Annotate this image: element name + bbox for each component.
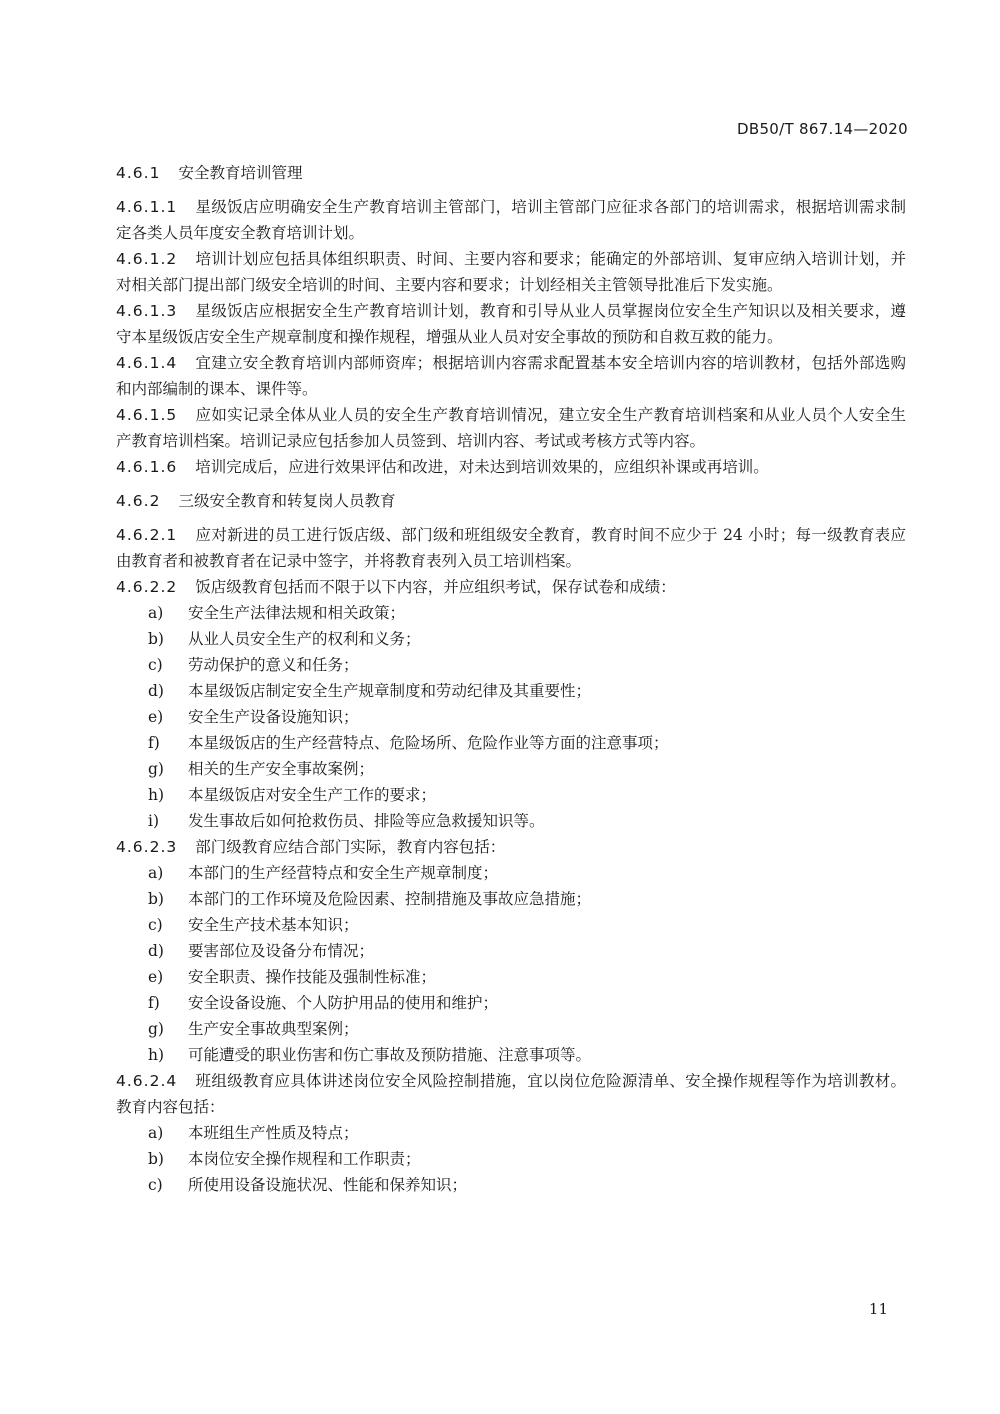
clause xyxy=(116,402,906,454)
list-marker: c) xyxy=(148,1176,163,1194)
list-text: 发生事故后如何抢救伤员、排险等应急救援知识等。 xyxy=(188,812,545,830)
clause-text: 宜建立安全教育培训内部师资库；根据培训内容需求配置基本安全培训内容的培训教材，包括外部选购和内部编制的课本、课件等。 xyxy=(116,354,906,398)
clause-text: 应如实记录全体从业人员的安全生产教育培训情况，建立安全生产教育培训档案和从业人员个人安全生产教育培训档案。培训记录应包括参加人员签到、培训内容、考试或考核方式等内容。 xyxy=(116,406,906,450)
clause-number: 4.6.1.6 xyxy=(116,458,178,476)
list-marker: a) xyxy=(148,864,164,882)
clause xyxy=(116,246,906,298)
list-item xyxy=(116,600,906,626)
clause xyxy=(116,454,906,480)
list-item xyxy=(116,938,906,964)
clause-text: 星级饭店应明确安全生产教育培训主管部门，培训主管部门应征求各部门的培训需求，根据培训需求制定各类人员年度安全教育培训计划。 xyxy=(116,198,906,242)
list-text: 从业人员安全生产的权利和义务； xyxy=(188,630,421,648)
clause xyxy=(116,522,906,574)
clause-number: 4.6.1.2 xyxy=(116,250,178,268)
list-text: 要害部位及设备分布情况； xyxy=(188,942,375,960)
section-title: 安全教育培训管理 xyxy=(178,164,303,182)
list-item xyxy=(116,756,906,782)
list-item xyxy=(116,1172,906,1198)
page-content xyxy=(116,160,906,1198)
section-number: 4.6.1 xyxy=(116,164,161,182)
clause-number: 4.6.1.1 xyxy=(116,198,178,216)
list-text: 所使用设备设施状况、性能和保养知识； xyxy=(188,1176,468,1194)
clause-list xyxy=(116,600,906,834)
list-item xyxy=(116,1016,906,1042)
clause-text: 培训完成后，应进行效果评估和改进，对未达到培训效果的，应组织补课或再培训。 xyxy=(195,458,769,476)
section-heading xyxy=(116,488,906,514)
clause xyxy=(116,350,906,402)
list-item xyxy=(116,990,906,1016)
clause-number: 4.6.2.3 xyxy=(116,838,178,856)
spacer xyxy=(116,480,906,488)
clause-list xyxy=(116,860,906,1068)
list-item xyxy=(116,912,906,938)
section-title: 三级安全教育和转复岗人员教育 xyxy=(178,492,396,510)
page-number: 11 xyxy=(868,1300,888,1318)
list-item xyxy=(116,860,906,886)
clause-number: 4.6.2.2 xyxy=(116,578,178,596)
list-marker: e) xyxy=(148,708,164,726)
clause-text: 星级饭店应根据安全生产教育培训计划，教育和引导从业人员掌握岗位安全生产知识以及相关要求，遵守本星级饭店安全生产规章制度和操作规程，增强从业人员对安全事故的预防和自救互救的能力。 xyxy=(116,302,906,346)
list-text: 本班组生产性质及特点； xyxy=(188,1124,359,1142)
list-item xyxy=(116,964,906,990)
clause-text: 培训计划应包括具体组织职责、时间、主要内容和要求；能确定的外部培训、复审应纳入培训计划，并对相关部门提出部门级安全培训的时间、主要内容和要求；计划经相关主管领导批准后下发实施。 xyxy=(116,250,906,294)
list-text: 安全生产法律法规和相关政策； xyxy=(188,604,406,622)
list-marker: a) xyxy=(148,1124,164,1142)
list-item xyxy=(116,626,906,652)
list-marker: g) xyxy=(148,1020,164,1038)
list-marker: h) xyxy=(148,1046,165,1064)
list-text: 本部门的工作环境及危险因素、控制措施及事故应急措施； xyxy=(188,890,592,908)
section-number: 4.6.2 xyxy=(116,492,161,510)
list-marker: i) xyxy=(148,812,160,830)
list-marker: d) xyxy=(148,942,164,960)
list-text: 本岗位安全操作规程和工作职责； xyxy=(188,1150,421,1168)
list-marker: a) xyxy=(148,604,164,622)
list-item xyxy=(116,886,906,912)
list-text: 安全职责、操作技能及强制性标准； xyxy=(188,968,437,986)
list-marker: h) xyxy=(148,786,165,804)
clause-number: 4.6.2.1 xyxy=(116,526,178,544)
list-text: 可能遭受的职业伤害和伤亡事故及预防措施、注意事项等。 xyxy=(188,1046,592,1064)
list-item xyxy=(116,730,906,756)
clause-number: 4.6.1.5 xyxy=(116,406,178,424)
list-marker: b) xyxy=(148,630,164,648)
list-text: 本星级饭店的生产经营特点、危险场所、危险作业等方面的注意事项； xyxy=(188,734,669,752)
list-item xyxy=(116,782,906,808)
list-text: 本星级饭店制定安全生产规章制度和劳动纪律及其重要性； xyxy=(188,682,592,700)
list-marker: b) xyxy=(148,1150,164,1168)
list-item xyxy=(116,808,906,834)
list-text: 相关的生产安全事故案例； xyxy=(188,760,375,778)
list-item xyxy=(116,1042,906,1068)
list-marker: b) xyxy=(148,890,164,908)
section-heading xyxy=(116,160,906,186)
list-marker: c) xyxy=(148,656,163,674)
document-code: DB50/T 867.14—2020 xyxy=(737,120,908,138)
clause xyxy=(116,194,906,246)
clause xyxy=(116,298,906,350)
list-marker: f) xyxy=(148,994,160,1012)
clause-text: 饭店级教育包括而不限于以下内容，并应组织考试，保存试卷和成绩： xyxy=(195,578,676,596)
list-text: 本星级饭店对安全生产工作的要求； xyxy=(188,786,437,804)
list-item xyxy=(116,704,906,730)
list-text: 安全生产技术基本知识； xyxy=(188,916,359,934)
clause xyxy=(116,1068,906,1120)
list-text: 本部门的生产经营特点和安全生产规章制度； xyxy=(188,864,499,882)
list-marker: d) xyxy=(148,682,164,700)
clause-text: 部门级教育应结合部门实际，教育内容包括： xyxy=(195,838,506,856)
clause-list xyxy=(116,1120,906,1198)
list-item xyxy=(116,678,906,704)
clause-number: 4.6.2.4 xyxy=(116,1072,178,1090)
list-text: 安全设备设施、个人防护用品的使用和维护； xyxy=(188,994,499,1012)
list-text: 生产安全事故典型案例； xyxy=(188,1020,359,1038)
clause-number: 4.6.1.4 xyxy=(116,354,178,372)
list-marker: c) xyxy=(148,916,163,934)
list-text: 安全生产设备设施知识； xyxy=(188,708,359,726)
list-marker: g) xyxy=(148,760,164,778)
list-item xyxy=(116,1146,906,1172)
list-item xyxy=(116,652,906,678)
clause-text: 班组级教育应具体讲述岗位安全风险控制措施，宜以岗位危险源清单、安全操作规程等作为培训教材。教育内容包括： xyxy=(116,1072,906,1116)
clause-text: 应对新进的员工进行饭店级、部门级和班组级安全教育，教育时间不应少于 24 小时；每一级教育表应由教育者和被教育者在记录中签字，并将教育表列入员工培训档案。 xyxy=(116,526,906,570)
clause xyxy=(116,574,906,600)
list-marker: e) xyxy=(148,968,164,986)
clause xyxy=(116,834,906,860)
list-text: 劳动保护的意义和任务； xyxy=(188,656,359,674)
clause-number: 4.6.1.3 xyxy=(116,302,178,320)
list-marker: f) xyxy=(148,734,160,752)
list-item xyxy=(116,1120,906,1146)
